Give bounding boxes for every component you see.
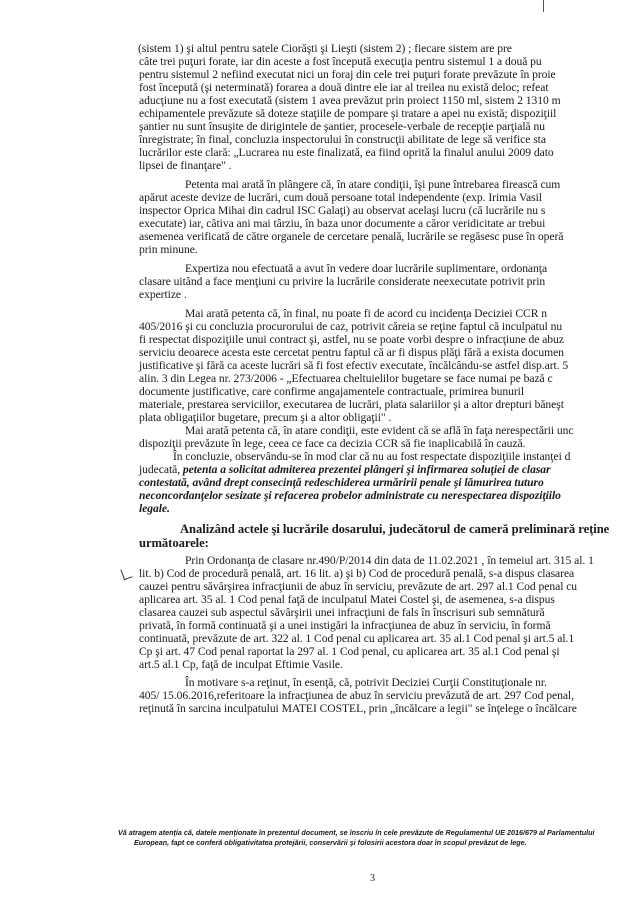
text-line: justificative şi fără ca aceste lucrări să fi fost efectiv executate, încălcându-se astfel disp.art. 5 bbox=[139, 359, 569, 372]
text-line: lit. b) Cod de procedură penală, art. 16 lit. a) şi b) Cod de procedură penală, s-a dispus clasarea bbox=[139, 567, 575, 580]
text-line: privată, în formă continuată şi a unei instigări la infracţiunea de abuz în serviciu, în formă bbox=[139, 619, 551, 632]
text-line: clasare uitând a face menţiuni cu privire la lucrările considerate neexecutate potrivit prin bbox=[139, 275, 546, 288]
text-line: plata obligaţiilor bugetare, precum şi a altor obligaţii" . bbox=[139, 411, 392, 424]
text-line: documente justificative, care confirme angajamentele contractuale, primirea bunuril bbox=[139, 385, 525, 398]
text-line: legale. bbox=[139, 502, 170, 515]
text-line: Mai arată petenta că, în atare condiţii, este evident că se află în faţa nerespectării unc bbox=[185, 424, 574, 437]
margin-check-mark bbox=[120, 567, 132, 580]
text-line: cauzei pentru săvârşirea infracţiunii de abuz în serviciu, prevăzute de art. 297 al.1 Cod penal cu bbox=[139, 580, 578, 593]
text-line: apărut aceste devize de lucrări, cum două persoane total independente (exp. Irimia Vasil bbox=[139, 191, 542, 204]
text-line: inspector Oprica Mihai din cadrul ISC Galaţi) au observat acelaşi lucru (că lucrările nu s bbox=[139, 204, 546, 217]
text-line: prin minune. bbox=[139, 243, 198, 256]
footer-notice-line-1: Vă atragem atenţia că, datele menţionate în prezentul document, se înscriu în cele prevăzute de Regulamentul UE 2016/679 al Parlamentului bbox=[118, 828, 595, 837]
text-line: lipsei de finanţare" . bbox=[139, 159, 232, 172]
text-line: clasarea cauzei sub aspectul săvârşirii unei infracţiuni de fals în înscrisuri sub semnătură bbox=[139, 606, 545, 619]
text-line: 405/ 15.06.2016,referitoare la infracţiunea de abuz în serviciu prevăzută de art. 297 Cod penal, bbox=[139, 689, 574, 702]
text-line: echipamentele prevăzute să doteze staţiile de pompare şi tratare a apei nu există; dispoziţiil bbox=[139, 107, 557, 120]
text-span-emphasis: petenta a solicitat admiterea prezentei plângeri şi infirmarea soluţiei de clasar bbox=[182, 463, 551, 476]
text-line: 405/2016 şi cu concluzia procurorului de caz, potrivit căreia se reţine faptul că inculpatul nu bbox=[139, 320, 563, 333]
text-line: Mai arată petenta că, în final, nu poate fi de acord cu incidenţa Deciziei CCR n bbox=[185, 307, 548, 320]
text-line: În concluzie, observându-se în mod clar că nu au fost respectate dispoziţiile instanţei d bbox=[173, 450, 571, 463]
text-line: Prin Ordonanţa de clasare nr.490/P/2014 din data de 11.02.2021 , în temeiul art. 315 al. 1 bbox=[185, 554, 594, 567]
text-line: (sistem 1) şi altul pentru satele Ciorăşti şi Lieşti (sistem 2) ; fiecare sistem are pre bbox=[138, 42, 512, 55]
text-line: contestată, având drept consecinţă redeschiderea urmăririi penale şi lămurirea tuturo bbox=[139, 476, 544, 489]
text-line: asemenea verificată de către organele de cercetare penală, lucrările se regăsesc puse în operă bbox=[139, 230, 564, 243]
edge-mark bbox=[543, 0, 544, 12]
text-line: dispoziţii prevăzute în lege, ceea ce face ca decizia CCR să fie inaplicabilă în cauză. bbox=[139, 437, 526, 450]
text-line: În motivare s-a reţinut, în esenţă, că, potrivit Deciziei Curţii Constituţionale nr. bbox=[185, 676, 547, 689]
text-line: materiale, prestarea serviciilor, executarea de lucrări, plata salariilor şi a altor drepturi băneşt bbox=[139, 398, 564, 411]
text-line: următoarele: bbox=[139, 536, 209, 550]
text-line: Expertiza nou efectuată a avut în vedere doar lucrările suplimentare, ordonanţa bbox=[185, 262, 548, 275]
text-line: fi respectat dispoziţiile unui contract şi, astfel, nu se poate vorbi despre o infracţiune de abuz bbox=[139, 333, 564, 346]
footer-notice-line-2: European, fapt ce conferă obligativitatea protejării, conservării şi folosirii acestora doar în scopul prevăzut de lege. bbox=[134, 838, 527, 847]
text-line: expertize . bbox=[139, 288, 187, 301]
text-line: pentru sistemul 2 nefiind executat nici un foraj din cele trei puţuri forate prevăzute în proie bbox=[139, 68, 556, 81]
text-line: Petenta mai arată în plângere că, în atare condiţii, îşi pune întrebarea firească cum bbox=[185, 178, 561, 191]
text-line: lucrărilor este clară: „Lucrarea nu este finalizată, ea fiind oprită la finalul anului 2009 dato bbox=[139, 146, 554, 159]
text-line: câte trei puţuri forate, iar din aceste a fost începută execuţia pentru sistemul 1 a două pu bbox=[139, 55, 542, 68]
text-line: alin. 3 din Legea nr. 273/2006 - „Efectuarea cheltuielilor bugetare se face numai pe bază c bbox=[139, 372, 553, 385]
text-line: reţinută în sarcina inculpatului MATEI COSTEL, prin „încălcare a legii" se înţelege o încălcare bbox=[139, 702, 577, 715]
text-line: aplicarea art. 35 al. 1 Cod penal faţă de inculpatul Matei Costel şi, de asemenea, s-a dispus bbox=[139, 593, 555, 606]
text-line: Analizând actele şi lucrările dosarului, judecătorul de cameră preliminară reţine bbox=[180, 522, 610, 536]
page-number: 3 bbox=[370, 873, 375, 884]
text-span: judecată, bbox=[139, 463, 183, 476]
text-line: neconcordanţelor sesizate şi refacerea probelor administrate cu nerespectarea dispoziţiilo bbox=[139, 489, 561, 502]
text-line: art.5 al.1 Cp, faţă de inculpat Eftimie Vasile. bbox=[139, 658, 343, 671]
text-line: fost începută (şi neterminată) forarea a două dintre ele iar al treilea nu există deloc; refeat bbox=[139, 81, 549, 94]
text-line: Cp şi art. 47 Cod penal raportat la 297 al. 1 Cod penal, cu aplicarea art. 35 al.1 Cod penal şi bbox=[139, 645, 560, 658]
text-line: executate) iar, câtiva ani mai târziu, în baza unor documente a căror veridicitate ar trebui bbox=[139, 217, 546, 230]
text-line: înregistrate; în final, concluzia inspectorului în construcţii abilitate de lege să verifice sta bbox=[139, 133, 546, 146]
text-line bbox=[139, 463, 551, 476]
text-line: continuată, prevăzute de art. 322 al. 1 Cod penal cu aplicarea art. 35 al.1 Cod penal şi art.5 al.1 bbox=[139, 632, 575, 645]
text-line: serviciu deoarece acesta este cercetat pentru faptul că ar fi dispus plăţi fără a exista documen bbox=[139, 346, 564, 359]
text-line: aducţiune nu a fost executată (sistem 1 avea prevăzut prin proiect 1150 ml, sistem 2 1310 m bbox=[139, 94, 561, 107]
text-line: şantier nu sunt însuşite de dirigintele de şantier, procesele-verbale de recepţie parţială nu bbox=[139, 120, 545, 133]
